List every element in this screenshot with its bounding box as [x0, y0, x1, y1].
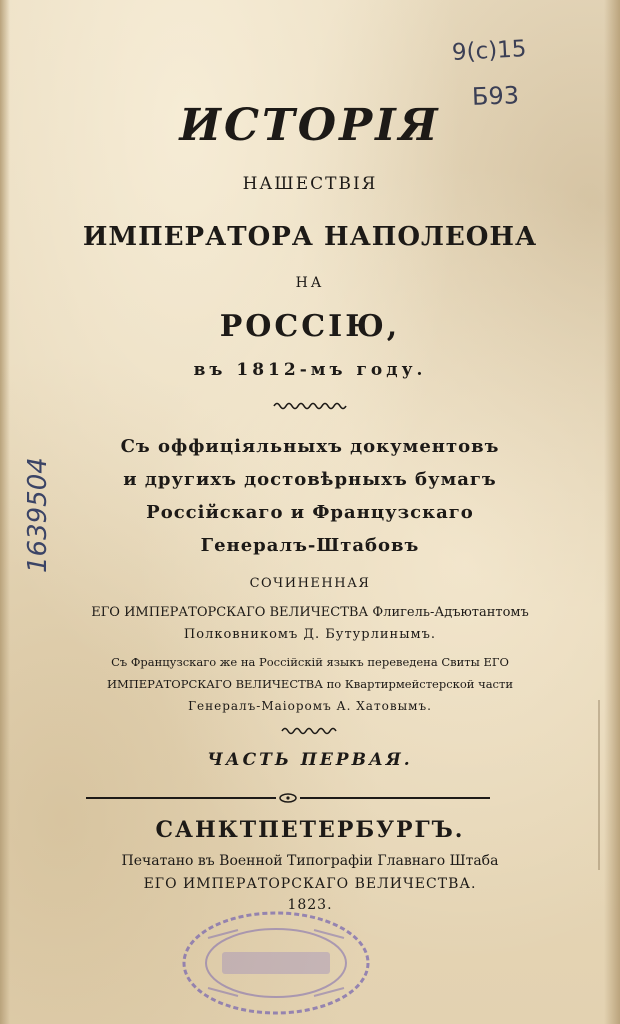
publication-year: 1823.	[287, 897, 333, 913]
ornament-wave	[0, 401, 620, 411]
ornament-wave-2	[0, 726, 620, 736]
author-line-3: Полковникомъ Д. Бутурлинымъ.	[183, 627, 437, 642]
subtitle-russia: РОССІЮ,	[219, 309, 401, 344]
shelf-mark-handwritten-2: Б93	[471, 81, 520, 111]
author-line-2: ЕГО ИМПЕРАТОРСКАГО ВЕЛИЧЕСТВА Флигель-Адъютантомъ	[91, 605, 529, 620]
source-line-2: и другихъ достовѣрныхъ бумагъ	[123, 469, 497, 490]
library-stamp	[178, 908, 374, 1018]
shelf-mark-handwritten: 9(с)15	[451, 36, 528, 66]
translator-line-1: Съ Французскаго же на Россійскій языкъ переведена Свиты ЕГО	[111, 655, 509, 669]
subtitle-on: НА	[295, 275, 325, 291]
printer-line-2: ЕГО ИМПЕРАТОРСКАГО ВЕЛИЧЕСТВА.	[143, 876, 477, 892]
publication-city: САНКТПЕТЕРБУРГЪ.	[155, 817, 465, 843]
author-line-1: СОЧИНЕННАЯ	[249, 576, 371, 591]
svg-text:1639504: 1639504	[23, 457, 53, 573]
translator-line-2: ИМПЕРАТОРСКАГО ВЕЛИЧЕСТВА по Квартирмейстерской части	[106, 677, 514, 691]
source-line-3: Россійскаго и Французскаго	[146, 502, 474, 523]
translator-line-3: Генералъ-Маіоромъ А. Хатовымъ.	[188, 699, 432, 713]
part-label: ЧАСТЬ ПЕРВАЯ.	[207, 750, 413, 770]
subtitle-invasion: НАШЕСТВІЯ	[242, 174, 378, 194]
ornamental-rule	[86, 793, 490, 803]
subtitle-emperor: ИМПЕРАТОРА НАПОЛЕОНА	[82, 222, 538, 252]
source-line-1: Съ оффиціяльныхъ документовъ	[120, 436, 500, 457]
book-title: ИСТОРІЯ	[179, 100, 441, 151]
subtitle-year: въ 1812-мъ году.	[193, 360, 427, 380]
source-line-4: Генералъ-Штабовъ	[200, 535, 420, 556]
printer-line-1: Печатано въ Военной Типографіи Главнаго Штаба	[121, 853, 499, 869]
